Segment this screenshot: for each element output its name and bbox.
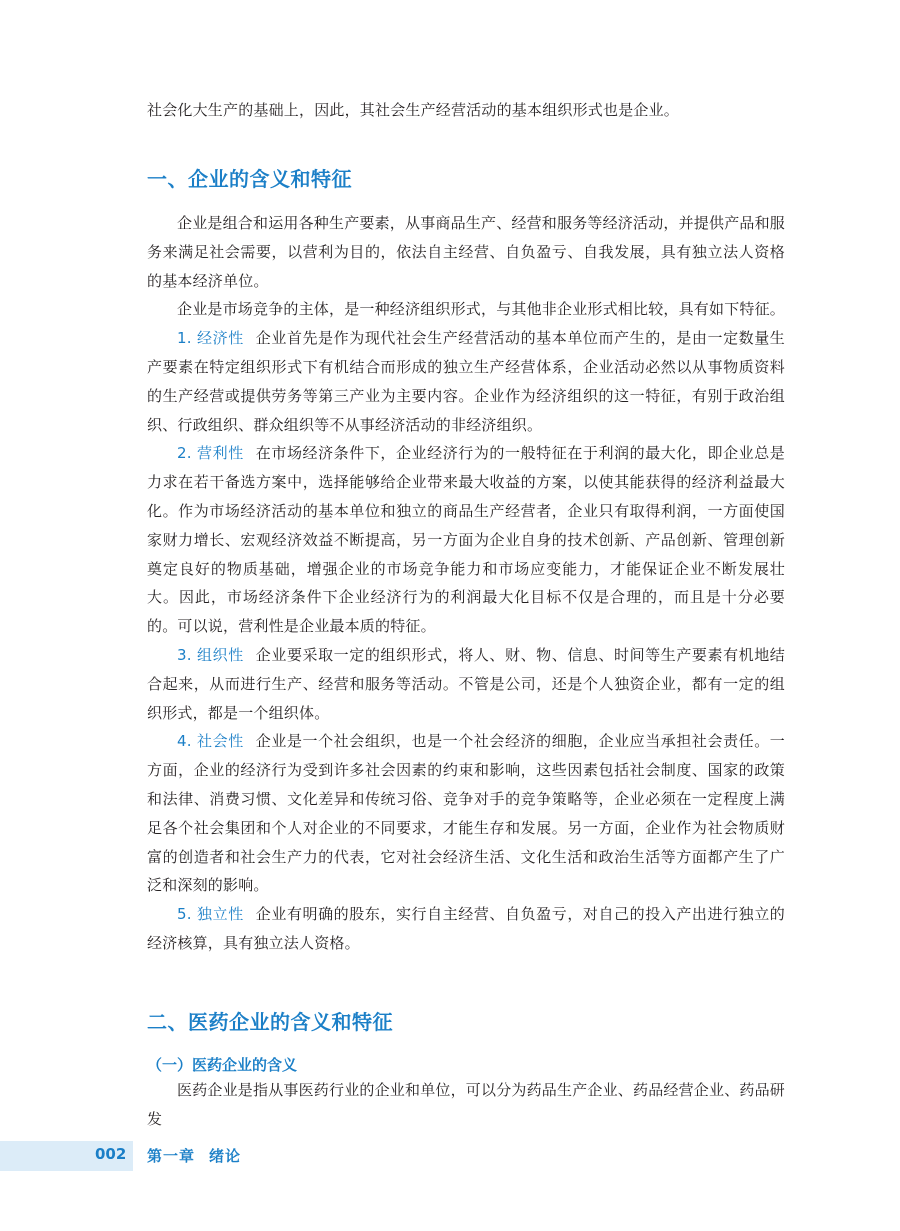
section1-para1: 企业是组合和运用各种生产要素，从事商品生产、经营和服务等经济活动，并提供产品和服务来满足社会需要，以营利为目的，依法自主经营、自负盈亏、自我发展，具有独立法人资格的基本经济单位。 xyxy=(147,214,786,290)
feature-term: 4. 社会性 xyxy=(177,732,244,751)
section1-para2: 企业是市场竞争的主体，是一种经济组织形式，与其他非企业形式相比较，具有如下特征。 xyxy=(177,300,786,319)
feature-term: 5. 独立性 xyxy=(177,905,244,924)
section2-subheading: （一）医药企业的含义 xyxy=(147,1056,298,1074)
feature-independence xyxy=(147,900,785,958)
section2-body xyxy=(147,1076,785,1134)
section2-heading: 二、医药企业的含义和特征 xyxy=(147,1010,393,1034)
page-number: 002 xyxy=(95,1145,127,1163)
footer-chapter-label: 第一章 xyxy=(147,1147,196,1165)
section1-heading: 一、企业的含义和特征 xyxy=(147,167,352,191)
feature-text: 企业有明确的股东，实行自主经营、自负盈亏，对自己的投入产出进行独立的经济核算，具有独立法人资格。 xyxy=(147,905,786,952)
running-footer xyxy=(147,1145,241,1166)
feature-term: 1. 经济性 xyxy=(177,329,244,348)
footer-chapter-title: 绪论 xyxy=(209,1147,242,1165)
section1-body xyxy=(147,209,785,958)
feature-social xyxy=(147,727,785,900)
feature-text: 企业首先是作为现代社会生产经营活动的基本单位而产生的，是由一定数量生产要素在特定组织形式下有机结合而形成的独立生产经营体系，企业活动必然以从事物质资料的生产经营或提供劳务等第三产业为主要内容。企业作为经济组织的这一特征，有别于政治组织、行政组织、群众组织等不从事经济活动的非经济组织。 xyxy=(147,329,786,434)
feature-term: 3. 组织性 xyxy=(177,645,244,664)
intro-block xyxy=(147,96,785,125)
feature-economic xyxy=(147,324,785,439)
feature-term: 2. 营利性 xyxy=(177,444,244,463)
feature-text: 企业要采取一定的组织形式，将人、财、物、信息、时间等生产要素有机地结合起来，从而进行生产、经营和服务等活动。不管是公司，还是个人独资企业，都有一定的组织形式，都是一个组织体。 xyxy=(147,645,786,722)
feature-text: 在市场经济条件下，企业经济行为的一般特征在于利润的最大化，即企业总是力求在若干备选方案中，选择能够给企业带来最大收益的方案，以使其能获得的经济利益最大化。作为市场经济活动的基本单位和独立的商品生产经营者，企业只有取得利润，一方面使国家财力增长、宏观经济效益不断提高，另一方面为企业自身的技术创新、产品创新、管理创新奠定良好的物质基础，增强企业的市场竞争能力和市场应变能力，才能保证企业不断发展壮大。因此，市场经济条件下企业经济行为的利润最大化目标不仅是合理的，而且是十分必要的。可以说，营利性是企业最本质的特征。 xyxy=(147,444,786,636)
feature-text: 企业是一个社会组织，也是一个社会经济的细胞，企业应当承担社会责任。一方面，企业的经济行为受到许多社会因素的约束和影响，这些因素包括社会制度、国家的政策和法律、消费习惯、文化差异和传统习俗、竞争对手的竞争策略等，企业必须在一定程度上满足各个社会集团和个人对企业的不同要求，才能生存和发展。另一方面，企业作为社会物质财富的创造者和社会生产力的代表，它对社会经济生活、文化生活和政治生活等方面都产生了广泛和深刻的影响。 xyxy=(147,732,786,895)
feature-profit xyxy=(147,439,785,641)
intro-line: 社会化大生产的基础上，因此，其社会生产经营活动的基本组织形式也是企业。 xyxy=(147,101,680,119)
section2-para1: 医药企业是指从事医药行业的企业和单位，可以分为药品生产企业、药品经营企业、药品研发 xyxy=(147,1081,786,1128)
feature-organization xyxy=(147,641,785,727)
